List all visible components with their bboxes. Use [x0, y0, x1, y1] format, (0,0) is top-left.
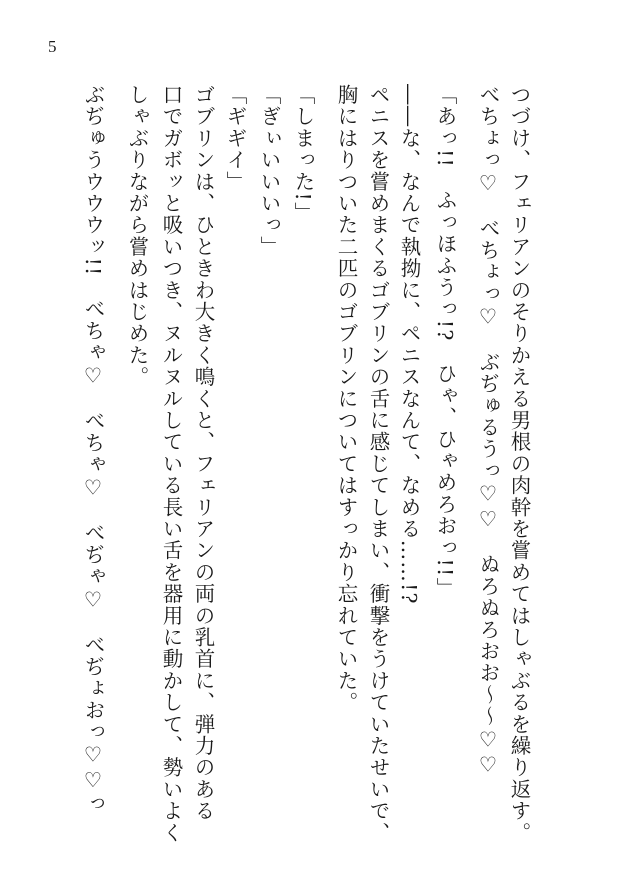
text-line-5: ペニスを嘗めまくるゴブリンの舌に感じてしまい、衝撃をうけていたせいで、 — [366, 84, 390, 844]
text-line-7: 「しまった!」 — [291, 84, 315, 224]
text-line-13: ぶぢゅうウウウッ!! べちゃ♡ べちゃ♡ べぢゃ♡ べぢょおっ♡♡っ — [81, 84, 105, 815]
text-line-3: 「あっ!! ふっほふうっ!? ひゃ、ひゃめろおっ!!」 — [433, 84, 457, 600]
text-line-6: 胸にはりついた二匹のゴブリンについてはすっかり忘れていた。 — [334, 84, 358, 714]
text-line-4: ――な、なんで執拗に、ペニスなんて、なめる……!? — [397, 84, 421, 605]
text-line-1: つづけ、フェリアンのそりかえる男根の肉幹を嘗めてはしゃぶるを繰り返す。 — [507, 84, 531, 844]
text-line-10: ゴブリンは、ひときわ大きく鳴くと、フェリアンの両の乳首に、弾力のある — [191, 84, 215, 822]
page-number: 5 — [48, 37, 57, 56]
text-line-12: しゃぶりながら嘗めはじめた。 — [125, 84, 149, 388]
text-line-11: 口でガボッと吸いつき、ヌルヌルしている長い舌を器用に動かして、勢いよく — [159, 84, 183, 844]
text-line-2: べちょっ♡ べちょっ♡ ぶぢゅるうっ♡♡ ぬろぬろおお～～♡♡ — [476, 84, 500, 778]
text-line-9: 「ギギイ」 — [223, 84, 247, 193]
text-line-8: 「ぎぃいいいっ」 — [257, 84, 281, 258]
